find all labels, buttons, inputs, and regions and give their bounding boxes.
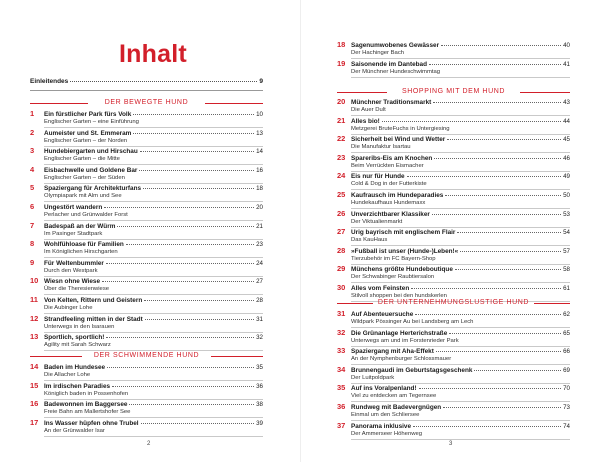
toc-entry-line — [30, 258, 263, 267]
leader-dots — [106, 263, 254, 264]
entry-subtitle: Der Luitpoldpark — [351, 374, 395, 381]
entry-title: »Fußball ist unser (Hunde-)Leben!« — [351, 247, 459, 255]
entry-number: 23 — [337, 152, 346, 162]
toc-entry-line — [337, 40, 570, 49]
entry-number: 15 — [30, 380, 39, 390]
intro-label: Einleitendes — [30, 78, 69, 85]
toc-entry-line — [337, 59, 570, 68]
leader-dots — [474, 370, 561, 371]
leader-dots — [102, 281, 254, 282]
entry-subtitle: Die Auer Dult — [351, 107, 386, 113]
toc-entry-line — [337, 264, 570, 273]
entry-number: 10 — [30, 276, 39, 286]
entry-page: 43 — [563, 99, 570, 106]
entry-title: Ein fürstlicher Park fürs Volk — [44, 111, 132, 118]
toc-entry-line — [337, 190, 570, 199]
section-rule — [534, 303, 570, 304]
entry-subtitle: Englischer Garten – eine Einführung — [44, 119, 139, 125]
toc-entry[interactable] — [30, 183, 263, 200]
toc-entry-line — [337, 153, 570, 162]
entry-title: Für Weltenbummler — [44, 259, 104, 267]
entry-page: 38 — [256, 401, 263, 409]
entry-title: Urig bayrisch mit englischem Flair — [351, 229, 456, 237]
entry-title: Sportlich, sportlich! — [44, 334, 105, 342]
leader-dots — [445, 195, 561, 196]
entry-subtitle: Der Münchner Hundeschwimmtag — [351, 68, 441, 75]
leader-dots — [436, 351, 561, 352]
page-number-right: 3 — [449, 441, 453, 447]
leader-dots — [457, 232, 561, 233]
toc-entry[interactable] — [337, 171, 570, 188]
page-spine — [300, 0, 301, 462]
toc-entry-line — [30, 295, 263, 304]
entry-subtitle: An der Nymphenburger Schlossmauer — [351, 356, 452, 363]
entry-page: 73 — [563, 404, 570, 411]
entry-title: Sicherheit bei Wind und Wetter — [351, 136, 446, 144]
entry-divider — [351, 77, 570, 78]
entry-divider — [351, 439, 570, 440]
leader-dots — [407, 176, 561, 177]
entry-subtitle: Unterwegs am und im Forstenrieder Park — [351, 337, 459, 344]
entry-page: 74 — [563, 422, 570, 430]
toc-entry-line — [30, 276, 263, 285]
entry-number: 19 — [337, 58, 346, 68]
entry-title: Unverzichtbarer Klassiker — [351, 210, 430, 218]
toc-entry-line — [30, 399, 263, 408]
section-rule — [205, 103, 263, 104]
entry-title: Brunnengaudi im Geburtstagsgeschenk — [351, 366, 473, 374]
leader-dots — [104, 207, 254, 208]
leader-dots — [433, 102, 561, 103]
toc-entry-line — [30, 202, 263, 211]
toc-entry[interactable] — [337, 97, 570, 114]
toc-entry-line — [30, 221, 263, 230]
toc-entry-line — [30, 381, 263, 390]
toc-entry-line — [30, 314, 263, 323]
entry-page: 45 — [563, 136, 570, 144]
leader-dots — [112, 386, 254, 387]
leader-dots — [443, 407, 561, 408]
entry-page: 31 — [256, 315, 263, 323]
toc-entry-line — [337, 421, 570, 430]
toc-entry[interactable] — [337, 227, 570, 244]
leader-dots — [382, 121, 561, 122]
entry-subtitle: Agility mit Sarah Schwarz — [44, 342, 111, 349]
entry-subtitle: Der Viktualienmarkt — [351, 218, 403, 225]
entry-title: Spareribs-Eis am Knochen — [351, 154, 433, 162]
section-heading-bewegte: DER BEWEGTE HUND — [104, 99, 189, 106]
entry-title: Die Grünanlage Herterichstraße — [351, 329, 448, 337]
toc-entry-line — [337, 246, 570, 255]
toc-entry[interactable] — [30, 239, 263, 256]
entry-page: 65 — [563, 329, 570, 337]
entry-title: Kaufrausch im Hundeparadies — [351, 192, 444, 199]
toc-entry[interactable] — [337, 383, 570, 400]
entry-number: 13 — [30, 332, 39, 342]
toc-entry-line — [30, 362, 263, 371]
entry-page: 41 — [563, 60, 570, 68]
toc-entry-line — [337, 309, 570, 318]
entry-page: 32 — [256, 334, 263, 342]
leader-dots — [106, 337, 254, 338]
toc-entry[interactable] — [337, 365, 570, 382]
entry-page: 18 — [256, 185, 263, 193]
entry-title: Münchens größte Hundeboutique — [351, 266, 453, 274]
entry-title: Badespaß an der Würm — [44, 222, 116, 230]
entry-number: 16 — [30, 399, 39, 409]
intro-entry[interactable] — [30, 78, 263, 88]
leader-dots — [133, 114, 254, 115]
entry-subtitle: Die Allacher Lohe — [44, 372, 91, 378]
entry-subtitle: Über die Theresienwiese — [44, 286, 110, 293]
entry-title: Panorama inklusive — [351, 422, 412, 430]
entry-title: Ungestört wandern — [44, 204, 103, 211]
entry-subtitle: Englischer Garten – der Norden — [44, 137, 128, 144]
entry-title: Eis nur für Hunde — [351, 173, 405, 181]
entry-page: 54 — [563, 229, 570, 237]
entry-number: 25 — [337, 190, 346, 199]
toc-entry[interactable] — [337, 421, 570, 438]
leader-dots — [411, 288, 561, 289]
entry-page: 13 — [256, 129, 263, 137]
entry-page: 14 — [256, 148, 263, 156]
entry-subtitle: Die Manufaktur Isartau — [351, 144, 411, 151]
entry-title: Saisonende im Dantebad — [351, 60, 427, 68]
entry-title: Spaziergang mit Aha-Effekt — [351, 348, 434, 356]
entry-number: 34 — [337, 364, 346, 374]
entry-page: 57 — [563, 247, 570, 255]
toc-entry-line — [337, 116, 570, 125]
toc-entry[interactable] — [30, 109, 263, 126]
entry-number: 24 — [337, 171, 346, 181]
page-title: Inhalt — [119, 40, 187, 68]
leader-dots — [455, 269, 561, 270]
entry-subtitle: Perlacher und Grünwalder Forst — [44, 212, 128, 218]
toc-entry-line — [337, 227, 570, 236]
entry-page: 20 — [256, 204, 263, 211]
entry-subtitle: Tierzubehör im FC Bayern-Shop — [351, 255, 436, 262]
entry-title: Sagenumwobenes Gewässer — [351, 42, 440, 49]
leader-dots — [129, 404, 254, 405]
section-heading-shopping: SHOPPING MIT DEM HUND — [401, 88, 506, 95]
toc-entry[interactable] — [30, 165, 263, 182]
entry-subtitle: Cold & Dog in der Futterkiste — [351, 181, 427, 188]
toc-entry[interactable] — [337, 40, 570, 57]
toc-entry[interactable] — [30, 418, 263, 435]
leader-dots — [429, 64, 561, 65]
leader-dots — [139, 170, 254, 171]
toc-entry-line — [30, 239, 263, 248]
entry-subtitle: Königlich baden in Possenhofen — [44, 390, 129, 397]
entry-number: 9 — [30, 257, 35, 267]
entry-number: 7 — [30, 220, 35, 230]
entry-number: 4 — [30, 164, 35, 174]
entry-number: 2 — [30, 127, 35, 137]
entry-page: 58 — [563, 266, 570, 274]
toc-entry[interactable] — [337, 153, 570, 170]
entry-number: 12 — [30, 313, 39, 323]
entry-page: 36 — [256, 382, 263, 390]
entry-subtitle: Unterwegs in den Isarauen — [44, 323, 115, 330]
toc-entry[interactable] — [30, 314, 263, 331]
leader-dots — [143, 188, 254, 189]
toc-entry-line — [337, 328, 570, 337]
entry-subtitle: Wildpark Pössinger Au bei Landsberg am Lech — [351, 319, 474, 325]
entry-page: 46 — [563, 154, 570, 162]
toc-entry[interactable] — [30, 295, 263, 312]
leader-dots — [460, 251, 561, 252]
entry-number: 27 — [337, 227, 346, 237]
entry-subtitle: Viel zu entdecken am Tegernsee — [351, 393, 437, 400]
toc-entry[interactable] — [337, 309, 570, 326]
toc-entry[interactable] — [30, 362, 263, 379]
entry-page: 10 — [256, 111, 263, 118]
entry-subtitle: Freie Bahn am Mallertshofer See — [44, 409, 131, 416]
entry-page: 70 — [563, 385, 570, 393]
toc-entry-line — [337, 346, 570, 355]
entry-number: 21 — [337, 115, 346, 125]
entry-title: Baden im Hundesee — [44, 364, 106, 371]
leader-dots — [126, 244, 254, 245]
leader-dots — [432, 214, 561, 215]
leader-dots — [449, 333, 561, 334]
toc-entry[interactable] — [337, 246, 570, 263]
section-heading-unternehmungslustige: DER UNTERNEHMUNGSLUSTIGE HUND — [377, 299, 530, 306]
intro-divider — [30, 90, 263, 91]
toc-entry-line — [337, 283, 570, 292]
entry-number: 30 — [337, 283, 346, 292]
entry-subtitle: Stilvoll shoppen bei den hundskerlen — [351, 293, 447, 299]
leader-dots — [413, 426, 561, 427]
entry-number: 3 — [30, 146, 35, 156]
section-rule — [211, 356, 263, 357]
entry-title: Rundweg mit Badevergnügen — [351, 404, 442, 411]
toc-entry[interactable] — [337, 116, 570, 133]
entry-subtitle: Der Ammerseer Höhenweg — [351, 430, 423, 437]
entry-number: 33 — [337, 346, 346, 356]
entry-number: 1 — [30, 109, 35, 118]
toc-entry-line — [337, 383, 570, 392]
entry-number: 29 — [337, 264, 346, 274]
entry-subtitle: Metzgerei BruteFuchs in Untergiesing — [351, 125, 450, 132]
entry-title: Wiesn ohne Wiese — [44, 278, 100, 286]
leader-dots — [70, 81, 257, 82]
entry-number: 5 — [30, 183, 35, 193]
toc-entry[interactable] — [30, 146, 263, 163]
entry-subtitle: Im Pasinger Stadtpark — [44, 230, 103, 237]
leader-dots — [117, 226, 254, 227]
entry-number: 31 — [337, 309, 346, 318]
entry-page: 27 — [256, 278, 263, 286]
entry-number: 20 — [337, 97, 346, 106]
entry-subtitle: Englischer Garten – der Süden — [44, 174, 125, 181]
toc-entry-line — [30, 146, 263, 155]
entry-divider — [44, 436, 263, 437]
entry-subtitle: Das KauHaus — [351, 237, 388, 244]
leader-dots — [140, 151, 254, 152]
entry-page: 21 — [256, 222, 263, 230]
entry-title: Alles bio! — [351, 117, 380, 125]
leader-dots — [419, 388, 562, 389]
entry-subtitle: Durch den Westpark — [44, 267, 98, 274]
toc-entry[interactable] — [30, 258, 263, 275]
entry-title: Im irdischen Paradies — [44, 382, 111, 390]
entry-title: Eisbachwelle und Goldene Bar — [44, 166, 138, 174]
entry-number: 26 — [337, 208, 346, 218]
entry-title: Auf Abenteuersuche — [351, 311, 414, 318]
entry-number: 22 — [337, 134, 346, 144]
entry-page: 49 — [563, 173, 570, 181]
toc-entry-line — [337, 134, 570, 143]
intro-page: 9 — [259, 78, 263, 85]
toc-entry-line — [337, 402, 570, 411]
leader-dots — [434, 158, 561, 159]
entry-page: 24 — [256, 259, 263, 267]
entry-title: Badewonnen im Baggersee — [44, 401, 128, 409]
entry-title: Hundebiergarten und Hirschau — [44, 148, 138, 156]
toc-entry-line — [337, 171, 570, 180]
entry-page: 35 — [256, 364, 263, 371]
entry-page: 44 — [563, 117, 570, 125]
entry-number: 11 — [30, 295, 38, 304]
entry-number: 6 — [30, 202, 35, 211]
section-rule — [520, 92, 570, 93]
leader-dots — [144, 300, 254, 301]
leader-dots — [441, 45, 561, 46]
toc-entry[interactable] — [30, 128, 263, 145]
entry-number: 28 — [337, 245, 346, 255]
entry-subtitle: Der Schwabinger Raubtiersalon — [351, 274, 435, 281]
entry-number: 18 — [337, 40, 346, 49]
entry-title: Auf ins Voralpenland! — [351, 385, 417, 393]
entry-title: Spaziergang für Architekturfans — [44, 185, 142, 193]
toc-entry[interactable] — [337, 346, 570, 363]
entry-subtitle: Beim Verrückten Eismacher — [351, 162, 424, 169]
toc-entry[interactable] — [337, 264, 570, 281]
leader-dots — [133, 133, 254, 134]
toc-entry-line — [30, 165, 263, 174]
entry-title: Strandfeeling mitten in der Stadt — [44, 315, 143, 323]
entry-number: 32 — [337, 327, 346, 337]
entry-page: 61 — [563, 285, 570, 292]
entry-number: 8 — [30, 239, 35, 249]
toc-entry-line — [30, 109, 263, 118]
entry-page: 23 — [256, 241, 263, 249]
entry-title: Münchner Traditionsmarkt — [351, 99, 432, 106]
entry-title: Wohlfühloase für Familien — [44, 241, 124, 249]
entry-number: 37 — [337, 420, 346, 430]
entry-page: 16 — [256, 166, 263, 174]
toc-entry[interactable] — [337, 134, 570, 151]
leader-dots — [141, 423, 255, 424]
entry-title: Ins Wasser hüpfen ohne Trubel — [44, 419, 139, 427]
entry-page: 69 — [563, 366, 570, 374]
entry-subtitle: Olympiapark mit Alm und See — [44, 193, 122, 200]
entry-number: 14 — [30, 362, 39, 371]
entry-subtitle: Der Hachinger Bach — [351, 50, 405, 56]
toc-entry[interactable] — [337, 402, 570, 419]
toc-entry-line — [337, 209, 570, 218]
entry-page: 39 — [256, 419, 263, 427]
entry-number: 36 — [337, 402, 346, 411]
toc-entry-line — [30, 332, 263, 341]
toc-entry-line — [337, 365, 570, 374]
toc-entry[interactable] — [30, 399, 263, 416]
toc-entry-line — [30, 418, 263, 427]
entry-subtitle: Einmal um den Schliersee — [351, 412, 420, 418]
entry-subtitle: Im Königlichen Hirschgarten — [44, 249, 118, 256]
entry-page: 50 — [563, 192, 570, 199]
entry-page: 40 — [563, 42, 570, 49]
entry-subtitle: Die Aubinger Lohe — [44, 305, 93, 311]
entry-page: 28 — [256, 297, 263, 304]
entry-title: Von Kelten, Rittern und Geistern — [44, 297, 143, 304]
entry-page: 62 — [563, 311, 570, 318]
section-heading-schwimmende: DER SCHWIMMENDE HUND — [93, 352, 200, 359]
toc-entry[interactable] — [30, 276, 263, 293]
entry-title: Alles vom Feinsten — [351, 285, 410, 292]
toc-entry[interactable] — [30, 202, 263, 219]
entry-subtitle: Hundekaufhaus Hundemaxx — [351, 200, 426, 206]
page-number-left: 2 — [147, 441, 151, 447]
leader-dots — [447, 139, 561, 140]
leader-dots — [145, 319, 254, 320]
entry-number: 35 — [337, 383, 346, 393]
toc-entry[interactable] — [337, 59, 570, 76]
entry-page: 66 — [563, 348, 570, 356]
entry-subtitle: An der Grünwalder Isar — [44, 427, 105, 434]
toc-entry[interactable] — [30, 221, 263, 238]
toc-entry-line — [30, 183, 263, 192]
toc-entry[interactable] — [30, 381, 263, 398]
leader-dots — [415, 314, 561, 315]
toc-entry-line — [337, 97, 570, 106]
entry-number: 17 — [30, 417, 39, 427]
entry-title: Aumeister und St. Emmeram — [44, 129, 132, 137]
toc-entry[interactable] — [337, 328, 570, 345]
entry-subtitle: Englischer Garten – die Mitte — [44, 156, 120, 163]
toc-entry[interactable] — [337, 283, 570, 300]
toc-entry[interactable] — [337, 209, 570, 226]
entry-page: 53 — [563, 210, 570, 218]
leader-dots — [107, 367, 254, 368]
toc-entry[interactable] — [337, 190, 570, 207]
toc-entry[interactable] — [30, 332, 263, 349]
toc-entry-line — [30, 128, 263, 137]
